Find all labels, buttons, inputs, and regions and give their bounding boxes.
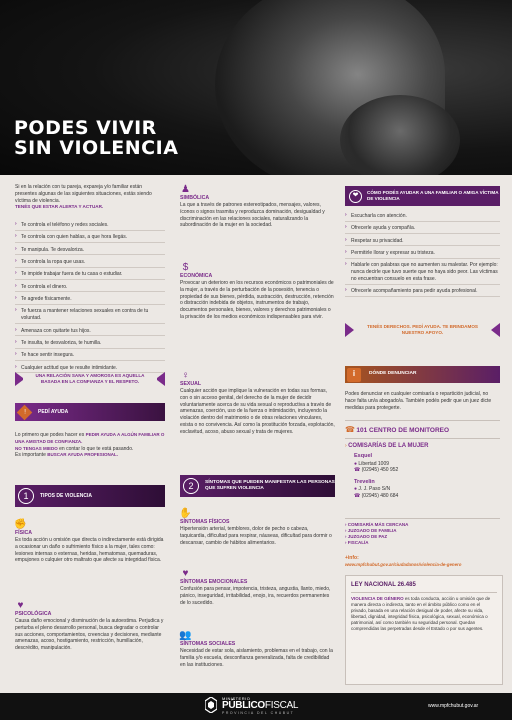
list-item: › Te controla el dinero.	[15, 284, 165, 293]
ministerio-logo: MINISTERIO PÚBLICOFISCAL PROVINCIA DEL CHUBUT	[222, 696, 299, 716]
list-item: › JUZGADO DE FAMILIA	[345, 528, 397, 534]
ministerio-logo-icon	[205, 697, 217, 713]
list-item: › Permitirle llorar y expresar su tristeza.	[345, 250, 500, 259]
footer	[0, 693, 512, 720]
derechos-arrow-icon	[491, 323, 500, 337]
sintomas-header: 2 SÍNTOMAS QUE PUEDEN MANIFESTAR LAS PERSONAS QUE SUFREN VIOLENCIA	[180, 475, 335, 497]
broken-heart-icon: ♥	[17, 599, 24, 611]
denunciar-text: Podes denunciar en cualquier comisaría o repartición judicial, no hace falta un/a abogado/a. También podés pedir que un juez dicte medidas para protegerte.	[345, 391, 492, 411]
denunciar-header: i DÓNDE DENUNCIAR	[345, 366, 500, 383]
money-icon: $	[182, 261, 189, 273]
list-item: › Te controla el teléfono y redes sociales.	[15, 222, 165, 231]
list-item: › Te insulta, te desvaloriza, te humilla.	[15, 340, 165, 349]
ley-title: LEY NACIONAL 26.485	[351, 581, 497, 593]
info-link[interactable]: +info: www.mpfchubut.gov.ar/ciudadanos/violencia-de-genero	[345, 555, 462, 567]
list-item: › Te impide trabajar fuera de tu casa o estudiar.	[15, 271, 165, 280]
intro-alert: TENÉS QUE ESTAR ALERTA Y ACTUAR.	[15, 204, 104, 210]
comisarias: › COMISARÍAS DE LA MUJER Esquel ● Libertad 1009 ☎ (02945) 450 952 Trevelin ● J. J. Paso S/N ☎ (02945) 480 684	[345, 438, 500, 500]
list-item: › Te hace sentir insegura.	[15, 352, 165, 361]
list-item: › Te fuerza a mantener relaciones sexuales en contra de tu voluntad.	[15, 308, 165, 324]
alert-icon: !	[17, 404, 33, 420]
list-item: › Hablarle con palabras que no aumenten su malestar. Por ejemplo: nunca decirle que tuvo suerte que no haya sido peor. Las víctimas no encuentran consuelo en esta frase.	[345, 262, 500, 284]
person-icon: ♟	[181, 183, 190, 195]
people-icon: 👥	[179, 629, 192, 641]
quote-arrow-icon	[15, 372, 29, 386]
list-item: › Ofrecerle ayuda y compañía.	[345, 225, 500, 234]
heart-icon: ♥	[182, 567, 189, 579]
phone-icon: ☎	[354, 467, 361, 474]
fist-icon: ✊	[14, 518, 27, 530]
hand-shadow	[340, 95, 460, 175]
tipo-simbolica: ♟ SIMBÓLICA La que a través de patrones estereotipados, mensajes, valores, íconos o signos trasmita y reproduzca dominación, desigualdad y discriminación en las relaciones sociales, naturalizando la subordinación de la mujer en la sociedad.	[180, 183, 325, 229]
location-icon: ●	[354, 460, 358, 467]
list-item: › COMISARÍA MÁS CERCANA	[345, 522, 409, 527]
footer-website[interactable]: www.mpfchubut.gov.ar	[428, 703, 479, 709]
sintomas-sociales: 👥 SÍNTOMAS SOCIALES Necesidad de estar sola, aislamiento, problemas en el trabajo, con la familia y/o escuela, desconfianza generalizada, falta de credibilidad en las instituciones.	[179, 629, 333, 668]
list-item: › JUZGADO DE PAZ	[345, 534, 388, 540]
quote-text: UNA RELACIÓN SANA Y AMOROSA ES AQUELLA BASADA EN LA CONFIANZA Y EL RESPETO.	[35, 372, 145, 384]
ayudar-header: ❤ CÓMO PODÉS AYUDAR A UNA FAMILIAR O AMIGA VÍCTIMA DE VIOLENCIA	[345, 186, 500, 206]
sintomas-fisicos: ✋ SÍNTOMAS FÍSICOS Hipertensión arterial, temblores, dolor de pecho o cabeza, taquicardia, dificultad para respirar, náuseas, dificultad para dormir o descansar, cambio de hábitos alimentarios.	[179, 507, 332, 546]
list-item: › Amenaza con quitarte tus hijos.	[15, 328, 165, 337]
list-item: › Te controla la ropa que usas.	[15, 259, 165, 268]
hand-icon: ✋	[179, 507, 192, 519]
tipos-header: 1 TIPOS DE VIOLENCIA	[15, 485, 165, 507]
tipo-sexual: ♀ SEXUAL Cualquier acción que implique la vulneración en todas sus formas, con o sin acceso genital, del derecho de la mujer de decidir voluntariamente acerca de su vida sexual o reproductiva a través de amenazas, coerción, uso de la fuerza o intimidación, incluyendo la violación dentro del matrimonio o de otras relaciones vinculares, exista o no convivencia. Así como la prostitución forzada, explotación, esclavitud, acoso, abuso sexual y trata de mujeres.	[180, 369, 335, 435]
list-item: › Te agrede físicamente.	[15, 296, 165, 305]
phone-icon: ☎	[354, 493, 361, 500]
handshake-icon: ❤	[349, 190, 362, 203]
quote-block	[15, 364, 165, 394]
ayudar-list	[345, 213, 500, 301]
intro-block	[15, 184, 165, 210]
list-item: › Escucharla con atención.	[345, 213, 500, 222]
info-icon: i	[347, 368, 361, 382]
otros-lugares	[345, 518, 500, 546]
sintomas-emocionales: ♥ SÍNTOMAS EMOCIONALES Confusión para pensar, impotencia, tristeza, angustia, llanto, miedo, pánico, inseguridad, irritabilidad, enojo, ira, recuerdos permanentes de lo sucedido.	[180, 567, 331, 606]
tipo-psicologica: ♥ PSICOLÓGICA Causa daño emocional y disminución de la autoestima. Perjudica y perturba el pleno desarrollo personal, busca degradar o controlar sus acciones, comportamientos, creencias y decisiones, mediante amenazas, acoso, hostigamiento, restricción, humillación, descrédito, manipulación.	[15, 599, 164, 652]
tipo-economica: $ ECONÓMICA Provocar un deterioro en los recursos económicos o patrimoniales de la mujer, a través de la perturbación de la posesión, tenencia o propiedad de sus bienes, pérdida, sustracción, destrucción, retención o distracción indebida de objetos, instrumentos de trabajo, documentos personales, bienes, valores y derechos patrimoniales o la privación de los medios económicos indispensables para vivir.	[180, 261, 334, 320]
list-item: › Te controla con quien hablas, a que hora llegás.	[15, 234, 165, 243]
intro-text: Si en la relación con tu pareja, expareja y/o familiar están presentes algunas de las siguientes situaciones, estás siendo víctima de violencia.	[15, 184, 152, 204]
phone-icon: ☎	[345, 425, 355, 434]
quote-arrow-icon	[151, 372, 165, 386]
list-item: › Ofrecerle acompañamiento para pedir ayuda profesional.	[345, 288, 500, 297]
list-item: › Te manipula. Te desvaloriza.	[15, 247, 165, 256]
marker-icon: ›	[345, 443, 347, 449]
derechos-arrow-icon	[345, 323, 354, 337]
pedi-ayuda-header: ! PEDÍ AYUDA	[15, 403, 165, 421]
number-badge: 2	[183, 478, 199, 494]
location-icon: ●	[354, 486, 358, 493]
pedi-ayuda-text: Lo primero que podes hacer es PEDIR AYUDA A ALGÚN FAMILIAR O UNA AMISTAD DE CONFIANZA. NO TENGAS MIEDO en contar lo que te está pasando. Es importante BUSCAR AYUDA PROFESIONAL.	[15, 432, 165, 459]
signs-list	[15, 222, 165, 377]
list-item: › Respetar su privacidad.	[345, 238, 500, 247]
monitoreo: ☎ 101 CENTRO DE MONITOREO	[345, 420, 500, 436]
list-item: › FISCALÍA	[345, 540, 369, 546]
page-title: PODES VIVIR SIN VIOLENCIA	[14, 117, 179, 159]
derechos-block: TENÉS DERECHOS. PEDÍ AYUDA. TE BRINDAMOS NUESTRO APOYO.	[345, 318, 500, 342]
number-badge: 1	[18, 488, 34, 504]
female-symbol-icon: ♀	[181, 369, 190, 381]
tipo-fisica: ✊ FÍSICA Es toda acción u omisión que directa o indirectamente está dirigida a ocasionar un daño o sufrimiento físico a la mujer, tales como: lesiones internas o externas, heridas, hematomas, quemaduras, empujones o culquier otro maltrato que afecte su integridad física.	[14, 518, 164, 564]
ley-box: LEY NACIONAL 26.485 VIOLENCIA DE GÉNERO es toda conducta, acción u omisión que de manera directa o indirecta, tanto en el ámbito público como en el privado, basada en una relación desigual de poder, afecte su vida, libertad, dignidad, integridad física, psicológica, sexual, económica o patrimonial, así como también su seguridad personal. Quedan comprendidas las perpetradas desde el Estado o por sus agentes.	[345, 575, 503, 685]
list-item: › Cualquier actitud que te resulte intimidante.	[15, 365, 165, 374]
